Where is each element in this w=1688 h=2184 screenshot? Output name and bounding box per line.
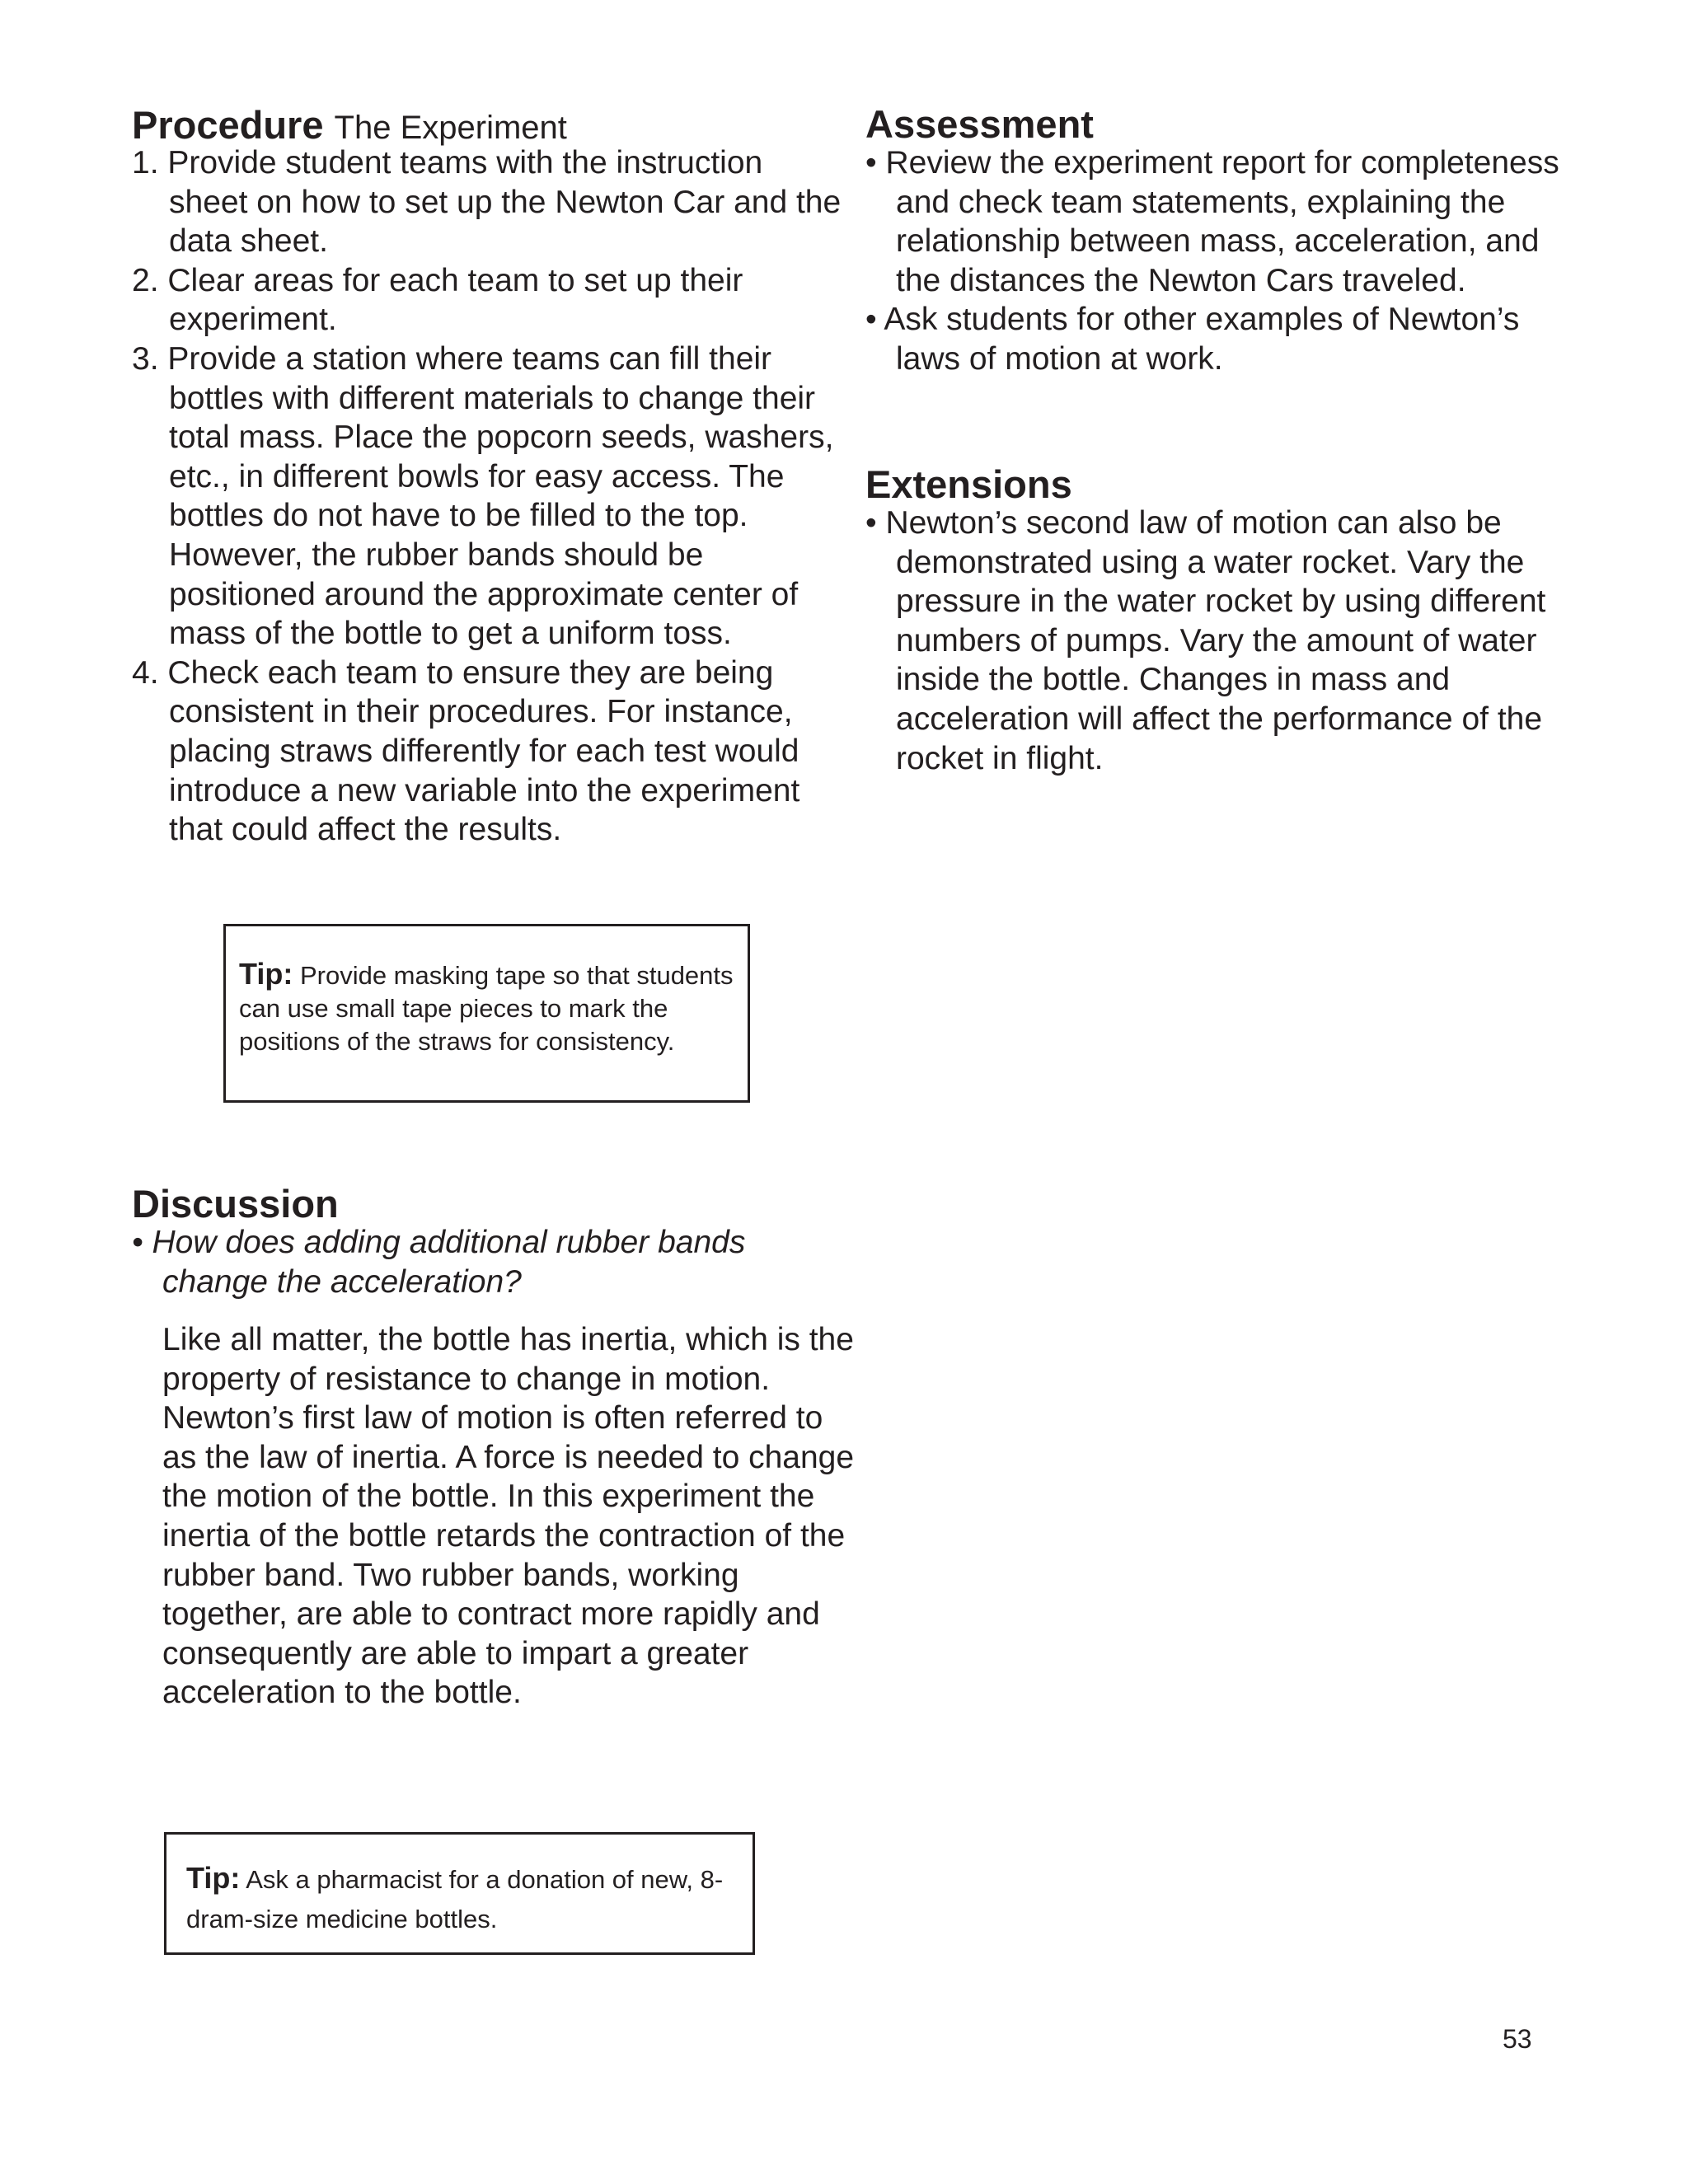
tip-text: Provide masking tape so that students can use small tape pieces to mark the positions of the straws for consistency.	[239, 961, 734, 1056]
assessment-heading: Assessment	[865, 102, 1094, 146]
tip-label: Tip:	[186, 1861, 241, 1895]
procedure-item: 3. Provide a station where teams can fill their bottles with different materials to change their total mass. Place the popcorn seeds, washers, etc., in different bowls for easy access. The bottles do not have to be filled to the top. However, the rubber bands should be positioned around the approximate center of mass of the bottle to get a uniform toss.	[132, 340, 834, 652]
tip-label: Tip:	[239, 957, 293, 991]
extensions-list	[865, 504, 1574, 778]
procedure-item: 4. Check each team to ensure they are being consistent in their procedures. For instance, placing straws differently for each test would introduce a new variable into the experiment that could affect the results.	[132, 654, 800, 848]
procedure-subheading: The Experiment	[334, 110, 567, 146]
assessment-item: • Ask students for other examples of Newton’s laws of motion at work.	[865, 302, 1520, 377]
assessment-list	[865, 143, 1574, 379]
tip-box-masking-tape	[223, 924, 750, 1103]
procedure-item: 2. Clear areas for each team to set up their experiment.	[132, 262, 743, 338]
procedure-item: 1. Provide student teams with the instruction sheet on how to set up the Newton Car and the data sheet.	[132, 145, 842, 260]
procedure-heading: Procedure The Experiment	[132, 103, 567, 147]
extensions-heading: Extensions	[865, 462, 1072, 506]
discussion-heading: Discussion	[132, 1182, 339, 1226]
assessment-item: • Review the experiment report for completeness and check team statements, explaining the relationship between mass, acceleration, and the distances the Newton Cars traveled.	[865, 145, 1559, 298]
tip-box-pharmacist	[164, 1832, 755, 1955]
page-number: 53	[1503, 2024, 1532, 2054]
discussion-answer: Like all matter, the bottle has inertia, which is the property of resistance to change in motion. Newton’s first law of motion is often referred to as the law of inertia. A force is needed to change the motion of the bottle. In this experiment the inertia of the bottle retards the contraction of the rubber band. Two rubber bands, working together, are able to contract more rapidly and consequently are able to impart a greater acceleration to the bottle.	[162, 1322, 855, 1711]
tip-text: Ask a pharmacist for a donation of new, 8-dram-size medicine bottles.	[186, 1865, 724, 1933]
procedure-list	[132, 143, 845, 850]
discussion-question: • How does adding additional rubber bands change the acceleration?	[132, 1225, 746, 1300]
extensions-item: • Newton’s second law of motion can also be demonstrated using a water rocket. Vary the pressure in the water rocket by using different numbers of pumps. Vary the amount of water inside the bottle. Changes in mass and acceleration will affect the performance of the rocket in flight.	[865, 505, 1546, 776]
